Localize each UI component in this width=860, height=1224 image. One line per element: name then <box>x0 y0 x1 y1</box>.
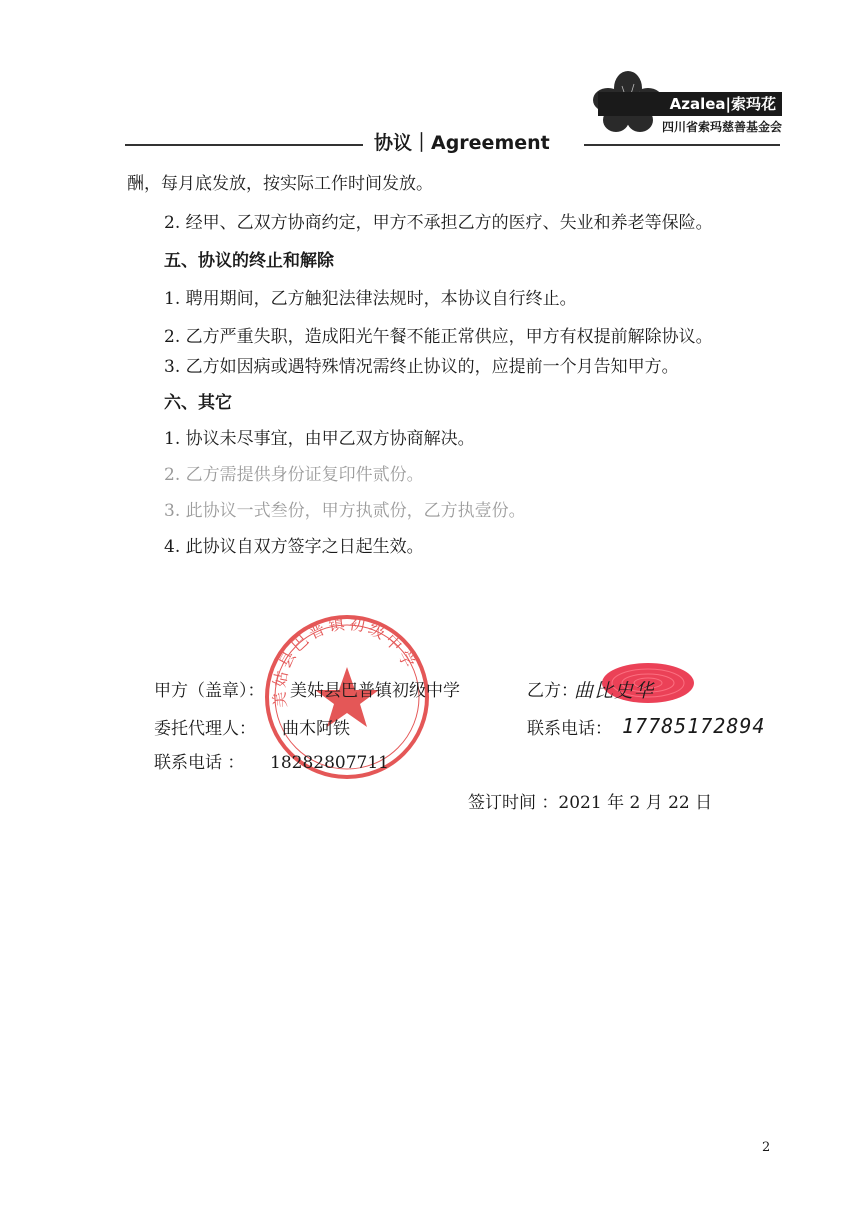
header-rule-right <box>584 144 780 146</box>
header-rule-left <box>125 144 363 146</box>
party-a-label: 甲方（盖章）： <box>154 681 265 701</box>
logo-banner: Azalea|索玛花 <box>598 92 782 116</box>
body-line-4: 1. 聘用期间，乙方触犯法律法规时，本协议自行终止。 <box>164 289 577 309</box>
logo-organization: 四川省索玛慈善基金会 <box>661 120 782 134</box>
body-line-1: 酬，每月底发放，按实际工作时间发放。 <box>127 174 433 194</box>
body-line-11: 4. 此协议自双方签字之日起生效。 <box>164 537 424 557</box>
party-b-phone-label: 联系电话： <box>527 719 612 739</box>
body-line-6: 3. 乙方如因病或遇特殊情况需终止协议的，应提前一个月告知甲方。 <box>164 357 679 377</box>
body-line-8: 1. 协议未尽事宜，由甲乙双方协商解决。 <box>164 429 475 449</box>
body-line-2: 2. 经甲、乙双方协商约定，甲方不承担乙方的医疗、失业和养老等保险。 <box>164 213 713 233</box>
party-a-agent: 曲木阿铁 <box>282 719 350 739</box>
page-number: 2 <box>762 1140 771 1155</box>
party-b-phone: 17785172894 <box>622 714 766 738</box>
section-heading-5: 五、协议的终止和解除 <box>164 251 334 271</box>
body-line-10: 3. 此协议一式叁份，甲方执贰份，乙方执壹份。 <box>164 501 526 521</box>
party-a-agent-label: 委托代理人： <box>154 719 256 739</box>
body-line-9: 2. 乙方需提供身份证复印件贰份。 <box>164 465 424 485</box>
party-b-signature: 曲比史华 <box>574 680 655 702</box>
body-line-5: 2. 乙方严重失职，造成阳光午餐不能正常供应，甲方有权提前解除协议。 <box>164 327 713 347</box>
party-a-phone-label: 联系电话 ： <box>154 753 245 773</box>
party-a-name: 美姑县巴普镇初级中学 <box>290 681 460 701</box>
svg-text:美姑县巴普镇初级中学: 美姑县巴普镇初级中学 <box>269 613 420 709</box>
signing-date: 签订时间 ：2021 年 2 月 22 日 <box>468 793 713 813</box>
party-b-label: 乙方： <box>527 681 578 701</box>
section-heading-6: 六、其它 <box>164 393 232 413</box>
party-a-phone: 18282807711 <box>270 753 389 773</box>
header-title: 协议｜Agreement <box>374 132 550 154</box>
